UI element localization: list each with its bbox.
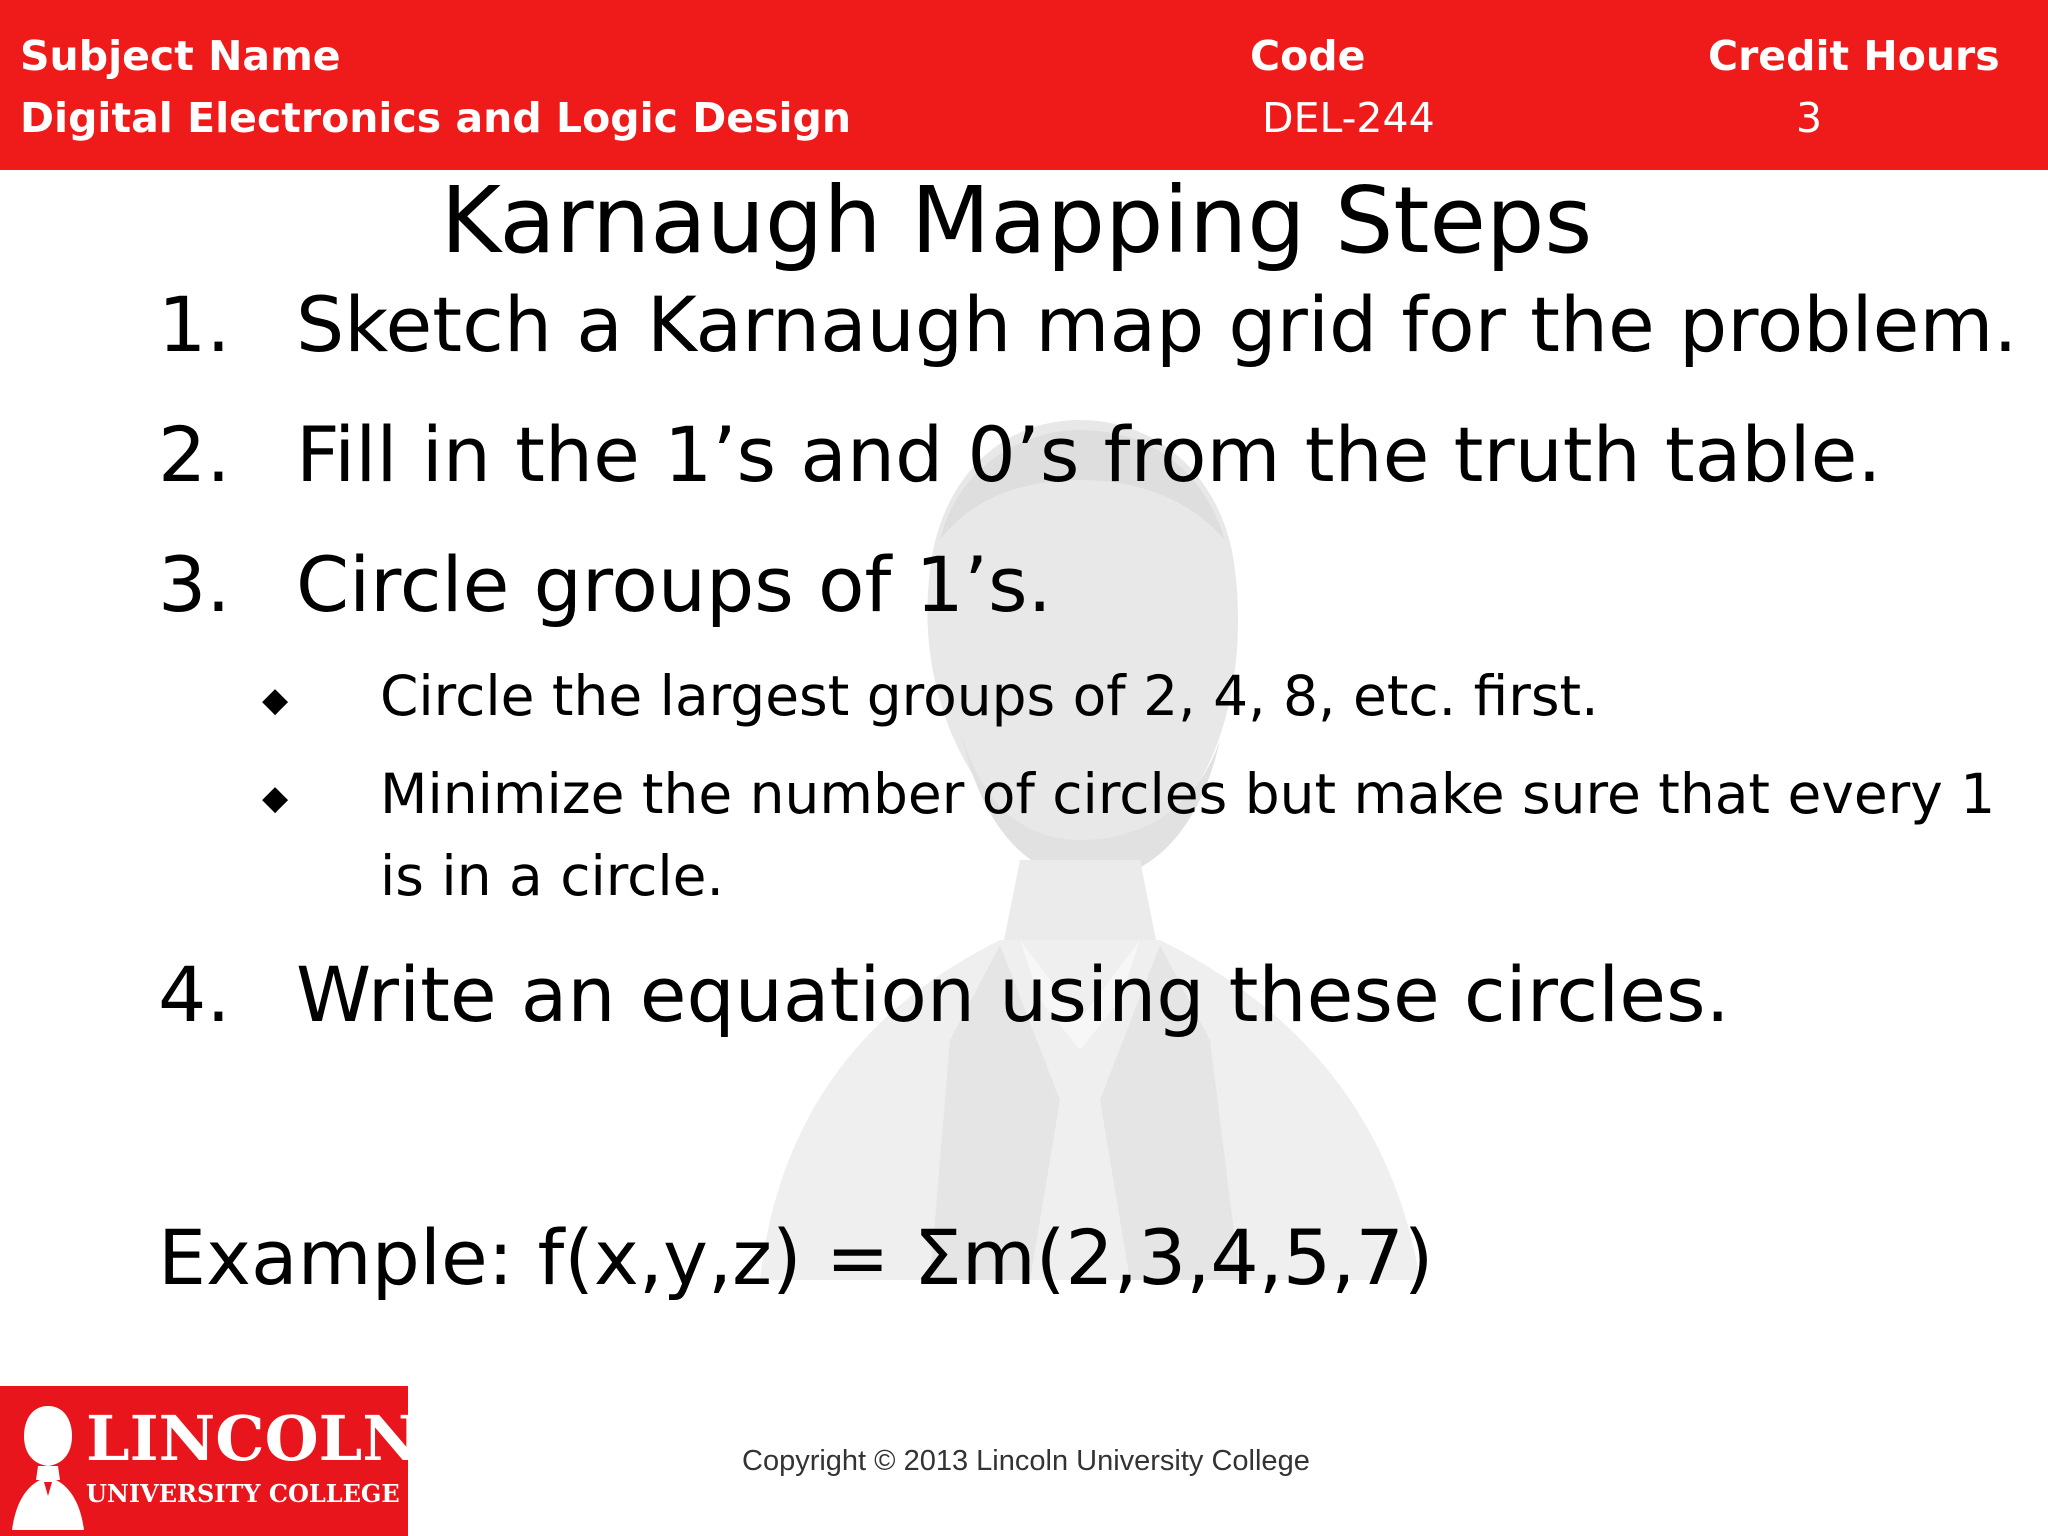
sub-bullet-text: Circle the largest groups of 2, 4, 8, etc. first.	[380, 664, 1599, 728]
step-text: Circle groups of 1’s.	[296, 540, 1052, 629]
sub-bullet-text: Minimize the number of circles but make sure that every 1 is in a circle.	[380, 762, 1996, 908]
step-number: 3.	[158, 540, 231, 629]
subject-name-value: Digital Electronics and Logic Design	[20, 94, 852, 142]
step-number: 4.	[158, 950, 231, 1039]
slide-title: Karnaugh Mapping Steps	[440, 167, 1593, 274]
credit-hours-label: Credit Hours	[1708, 32, 2000, 80]
step-text: Sketch a Karnaugh map grid for the problem.	[296, 280, 2018, 369]
diamond-bullet-icon: ◆	[262, 680, 289, 720]
diamond-bullet-icon: ◆	[262, 778, 289, 818]
step-item	[158, 410, 1882, 500]
step-number: 1.	[158, 280, 231, 369]
step-text: Write an equation using these circles.	[296, 950, 1730, 1039]
copyright-notice: Copyright © 2013 Lincoln University College	[742, 1445, 1310, 1477]
step-item	[158, 950, 1730, 1040]
step-item	[158, 540, 1052, 630]
code-value: DEL-244	[1262, 94, 1435, 142]
sub-bullet-item	[262, 753, 2012, 917]
course-header-band	[0, 0, 2048, 170]
step-item	[158, 280, 2018, 370]
lincoln-university-logo	[0, 1386, 419, 1536]
subject-name-label: Subject Name	[20, 32, 341, 80]
sub-bullet-item	[262, 655, 2012, 737]
lincoln-bust-icon	[8, 1400, 88, 1530]
credit-hours-value: 3	[1796, 94, 1823, 142]
step-text: Fill in the 1’s and 0’s from the truth table.	[296, 410, 1882, 499]
code-label: Code	[1250, 32, 1366, 80]
step-number: 2.	[158, 410, 231, 499]
logo-subtitle: UNIVERSITY COLLEGE	[86, 1479, 400, 1508]
logo-wordmark: LINCOLN	[86, 1402, 419, 1475]
example-equation: Example: f(x,y,z) = Σm(2,3,4,5,7)	[158, 1213, 1434, 1302]
